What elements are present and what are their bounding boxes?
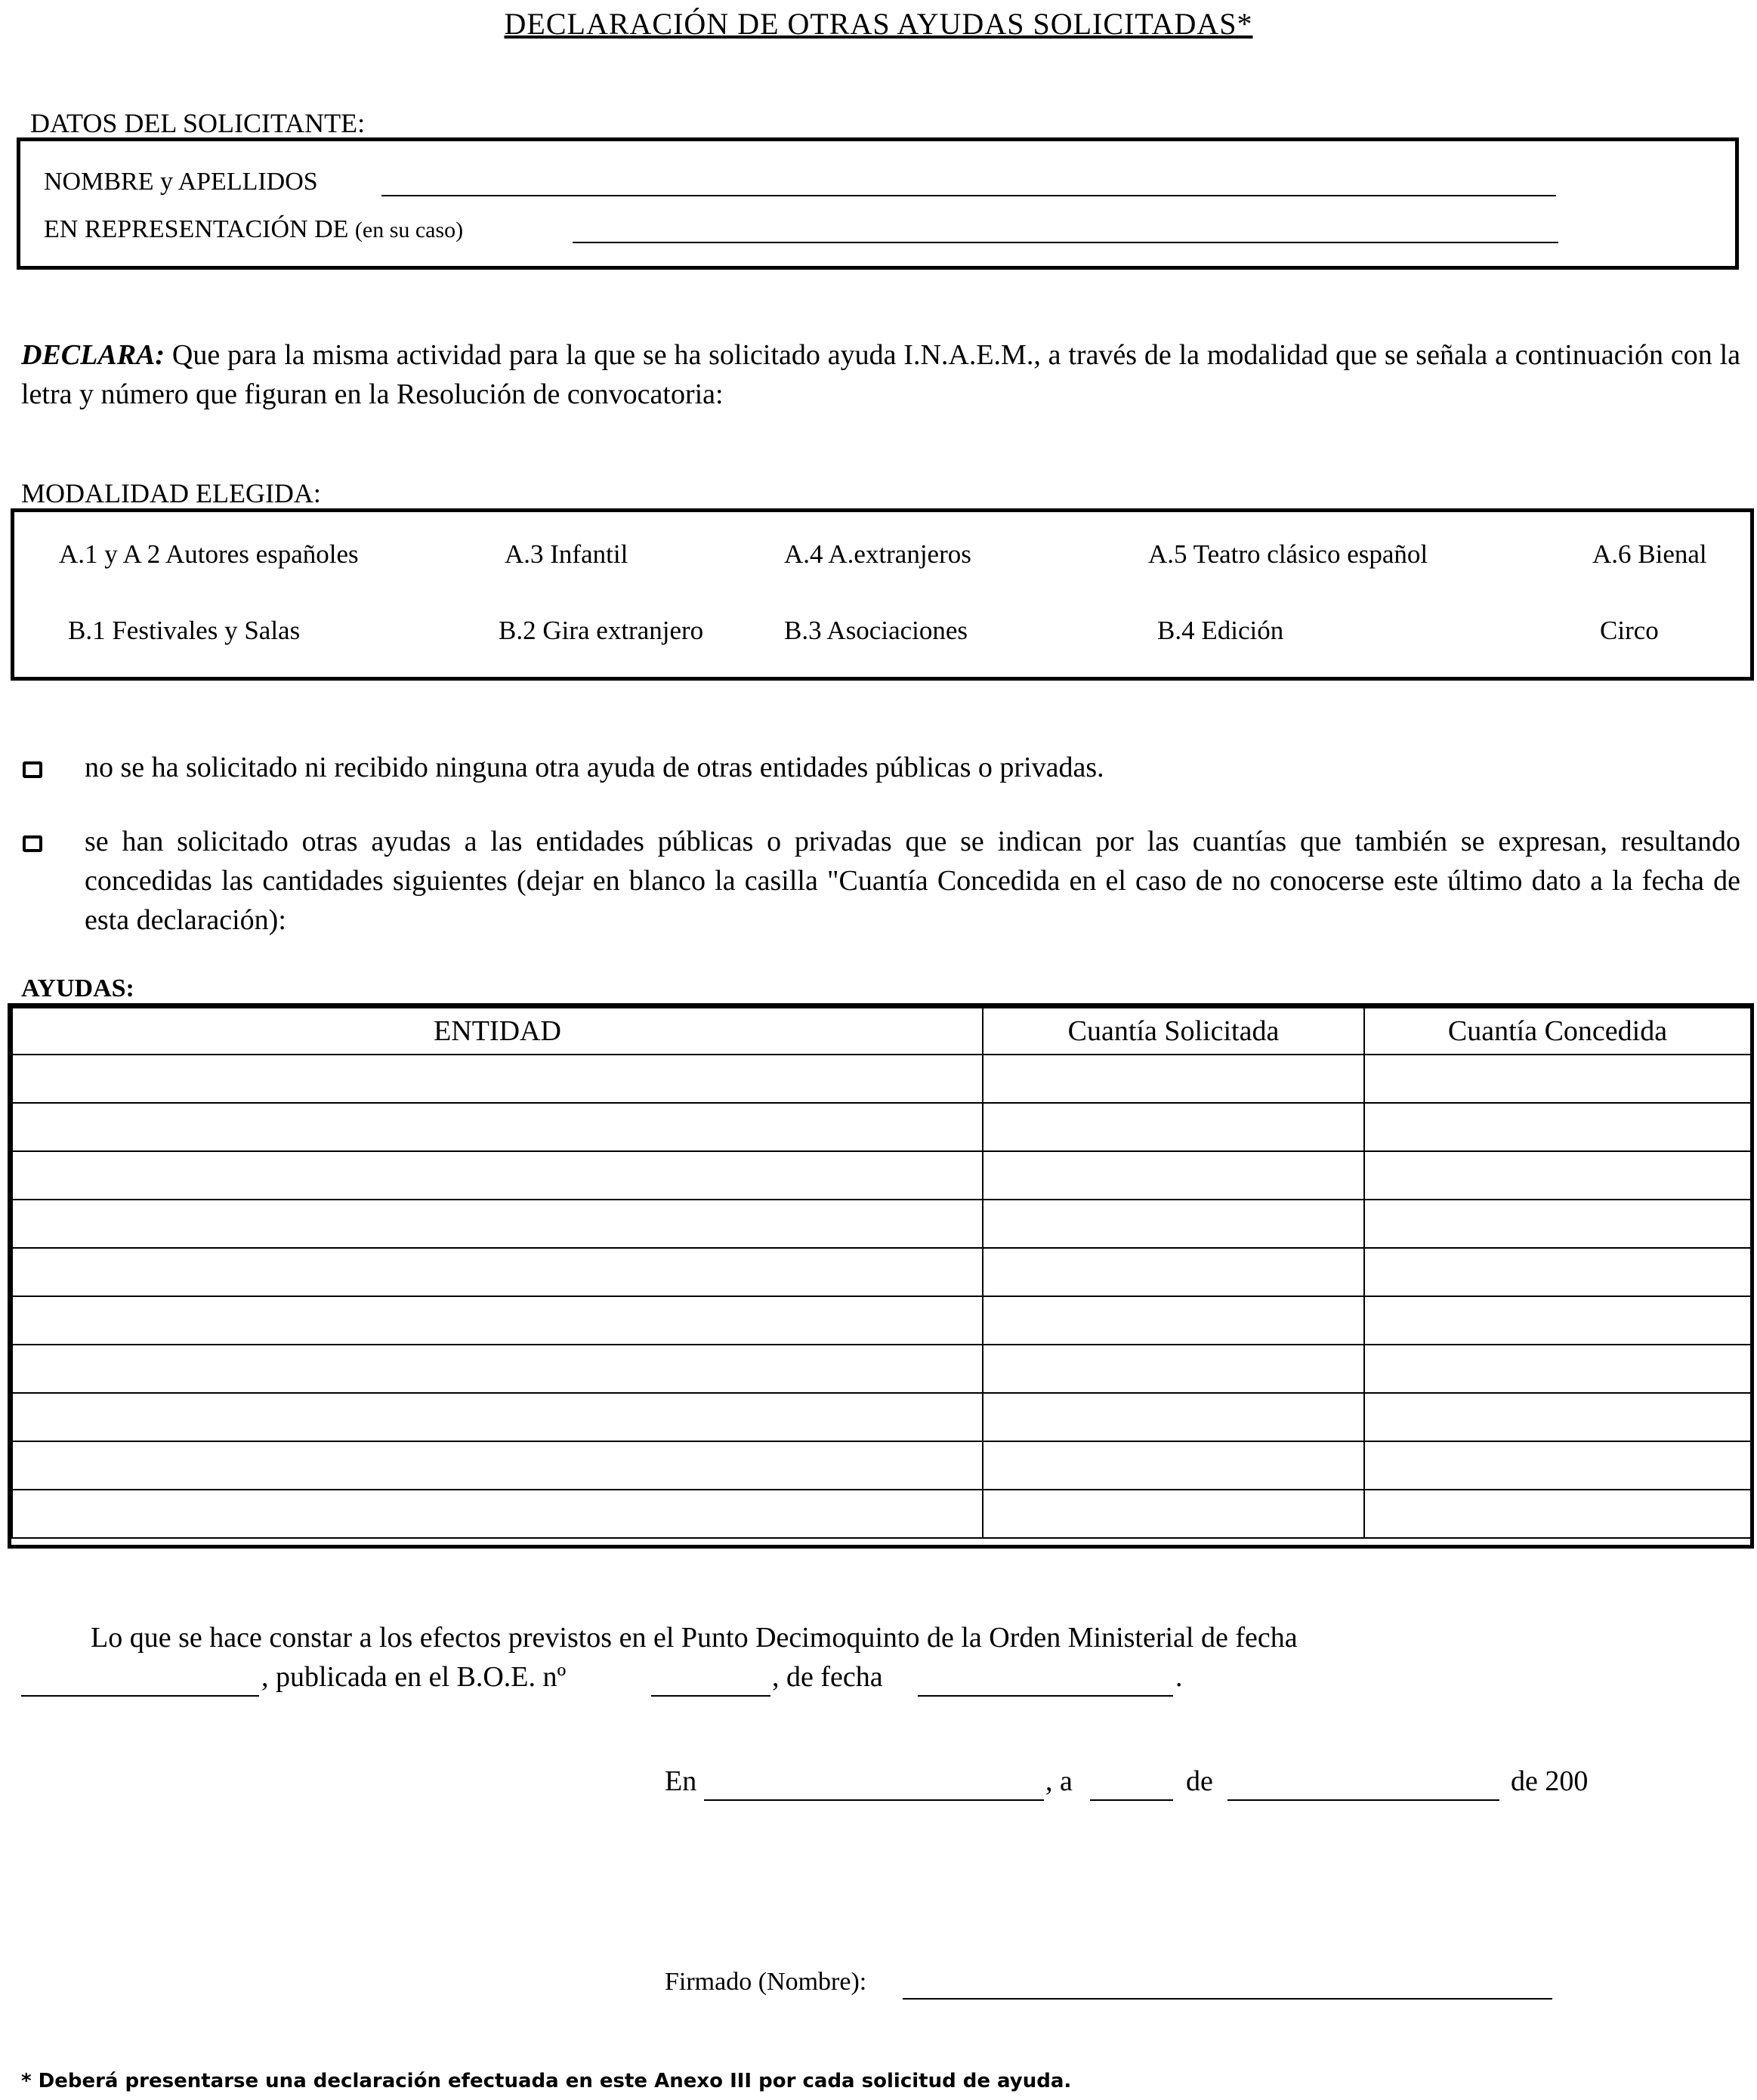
entidad-cell[interactable] <box>12 1151 983 1200</box>
modalidad-a1-a2[interactable]: A.1 y A 2 Autores españoles <box>59 539 359 569</box>
nombre-label: NOMBRE y APELLIDOS <box>44 168 318 196</box>
solicitada-cell[interactable] <box>983 1200 1364 1248</box>
concedida-cell[interactable] <box>1364 1441 1751 1490</box>
modalidad-a5[interactable]: A.5 Teatro clásico español <box>1148 539 1428 569</box>
concedida-cell[interactable] <box>1364 1393 1751 1441</box>
table-row <box>12 1151 1751 1200</box>
lugar-field[interactable] <box>704 1799 1044 1801</box>
firmado-label: Firmado (Nombre): <box>665 1968 867 1996</box>
col-entidad: ENTIDAD <box>12 1008 983 1055</box>
boe-numero-field[interactable] <box>651 1695 770 1697</box>
entidad-cell[interactable] <box>12 1103 983 1151</box>
table-row <box>12 1441 1751 1490</box>
concedida-cell[interactable] <box>1364 1345 1751 1393</box>
ayudas-header-row <box>12 1008 1751 1055</box>
ayudas-heading: AYUDAS: <box>21 974 134 1002</box>
solicitada-cell[interactable] <box>983 1441 1364 1490</box>
orden-fecha-field[interactable] <box>21 1695 259 1697</box>
modalidad-b2[interactable]: B.2 Gira extranjero <box>499 616 704 645</box>
modalidad-a3[interactable]: A.3 Infantil <box>505 539 628 569</box>
declara-lead: DECLARA: <box>21 339 165 371</box>
lugar-de: de <box>1186 1765 1213 1797</box>
modalidad-heading: MODALIDAD ELEGIDA: <box>21 478 321 508</box>
table-row <box>12 1345 1751 1393</box>
modalidad-a4[interactable]: A.4 A.extranjeros <box>784 539 971 569</box>
entidad-cell[interactable] <box>12 1345 983 1393</box>
solicitante-box <box>17 137 1739 270</box>
representacion-label <box>44 215 463 244</box>
entidad-cell[interactable] <box>12 1296 983 1345</box>
entidad-cell[interactable] <box>12 1200 983 1248</box>
table-row <box>12 1248 1751 1296</box>
concedida-cell[interactable] <box>1364 1248 1751 1296</box>
modalidad-a6[interactable]: A.6 Bienal <box>1592 539 1707 569</box>
col-cuantia-solicitada: Cuantía Solicitada <box>983 1008 1364 1055</box>
solicitada-cell[interactable] <box>983 1055 1364 1103</box>
constar-period: . <box>1175 1661 1183 1693</box>
concedida-cell[interactable] <box>1364 1103 1751 1151</box>
table-row <box>12 1393 1751 1441</box>
solicitada-cell[interactable] <box>983 1103 1364 1151</box>
option-otras-ayudas: se han solicitado otras ayudas a las entidades públicas o privadas que se indican por las cuantías que también se expresan, resultando concedidas las cantidades siguientes (dejar en blanco la casilla "Cuantía Concedida en el caso de no conocerse este último dato a la fecha de esta declaración): <box>85 826 1740 936</box>
firmado-field[interactable] <box>903 1998 1552 2000</box>
solicitada-cell[interactable] <box>983 1393 1364 1441</box>
declara-text: Que para la misma actividad para la que se ha solicitado ayuda I.N.A.E.M., a través de la modalidad que se señala a continuación con la letra y número que figuran en la Resolución de convocatoria: <box>21 339 1741 410</box>
table-row <box>12 1055 1751 1103</box>
lugar-a: , a <box>1045 1765 1073 1797</box>
concedida-cell[interactable] <box>1364 1055 1751 1103</box>
mes-field[interactable] <box>1227 1799 1499 1801</box>
ayudas-table-frame <box>8 1003 1754 1549</box>
entidad-cell[interactable] <box>12 1393 983 1441</box>
concedida-cell[interactable] <box>1364 1490 1751 1538</box>
entidad-cell[interactable] <box>12 1441 983 1490</box>
constar-de-fecha: , de fecha <box>772 1661 883 1693</box>
representacion-field[interactable] <box>573 242 1558 243</box>
solicitada-cell[interactable] <box>983 1345 1364 1393</box>
concedida-cell[interactable] <box>1364 1151 1751 1200</box>
checkbox-no-otras-ayudas[interactable] <box>23 761 42 778</box>
representacion-suffix: (en su caso) <box>354 218 464 242</box>
table-row <box>12 1490 1751 1538</box>
solicitada-cell[interactable] <box>983 1296 1364 1345</box>
solicitada-cell[interactable] <box>983 1490 1364 1538</box>
entidad-cell[interactable] <box>12 1248 983 1296</box>
declara-paragraph <box>21 335 1740 414</box>
table-row <box>12 1200 1751 1248</box>
concedida-cell[interactable] <box>1364 1296 1751 1345</box>
lugar-en: En <box>665 1765 697 1797</box>
modalidad-circo[interactable]: Circo <box>1600 616 1659 645</box>
representacion-label-text: EN REPRESENTACIÓN DE <box>44 215 349 243</box>
footnote: * Deberá presentarse una declaración efectuada en este Anexo III por cada solicitud de ayuda. <box>21 2070 1072 2092</box>
solicitante-heading: DATOS DEL SOLICITANTE: <box>30 108 366 138</box>
dia-field[interactable] <box>1090 1799 1173 1801</box>
table-row <box>12 1296 1751 1345</box>
entidad-cell[interactable] <box>12 1490 983 1538</box>
constar-line1: Lo que se hace constar a los efectos previstos en el Punto Decimoquinto de la Orden Ministerial de fecha <box>91 1622 1298 1654</box>
nombre-field[interactable] <box>381 195 1556 196</box>
lugar-de-year: de 200 <box>1511 1765 1589 1797</box>
concedida-cell[interactable] <box>1364 1200 1751 1248</box>
checkbox-otras-ayudas[interactable] <box>23 835 42 852</box>
modalidad-b1[interactable]: B.1 Festivales y Salas <box>68 616 301 645</box>
document-title: DECLARACIÓN DE OTRAS AYUDAS SOLICITADAS* <box>504 7 1253 41</box>
constar-boe: , publicada en el B.O.E. nº <box>261 1661 567 1693</box>
modalidad-b4[interactable]: B.4 Edición <box>1157 616 1284 645</box>
solicitada-cell[interactable] <box>983 1248 1364 1296</box>
entidad-cell[interactable] <box>12 1055 983 1103</box>
modalidad-box <box>11 508 1754 681</box>
col-cuantia-concedida: Cuantía Concedida <box>1364 1008 1751 1055</box>
boe-fecha-field[interactable] <box>918 1695 1173 1697</box>
solicitada-cell[interactable] <box>983 1151 1364 1200</box>
modalidad-b3[interactable]: B.3 Asociaciones <box>784 616 968 645</box>
option-no-otras-ayudas: no se ha solicitado ni recibido ninguna otra ayuda de otras entidades públicas o privadas. <box>85 752 1104 783</box>
table-row <box>12 1103 1751 1151</box>
ayudas-table <box>11 1007 1752 1539</box>
